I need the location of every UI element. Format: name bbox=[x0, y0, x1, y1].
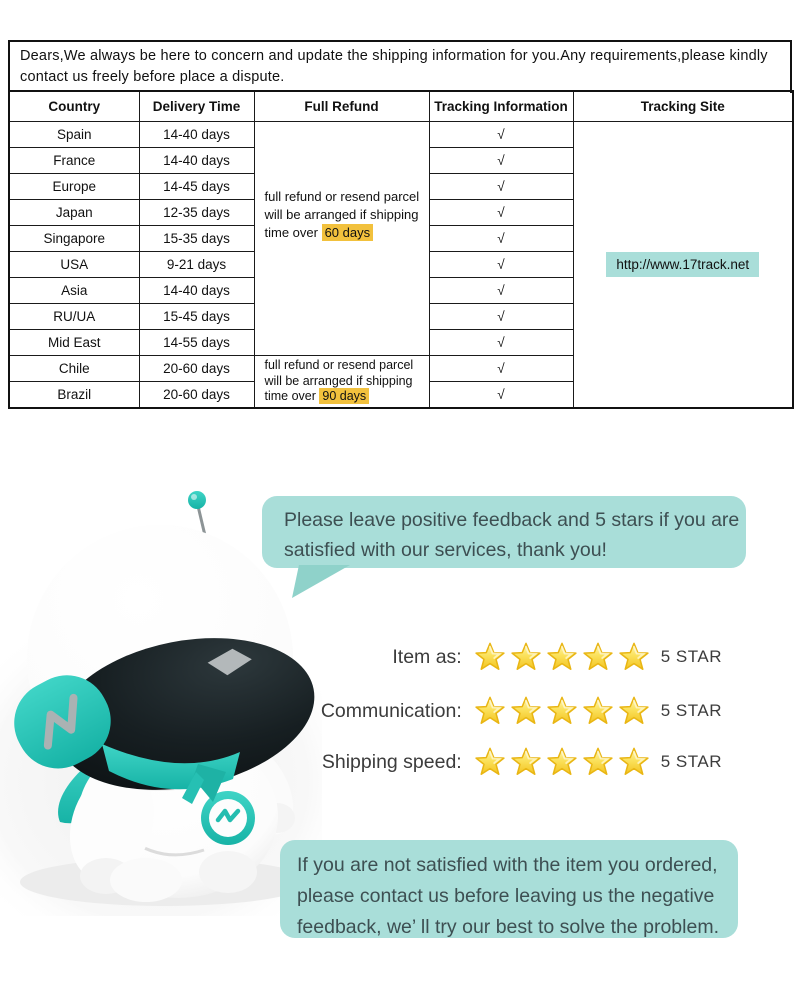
refund-days-highlight: 60 days bbox=[322, 224, 374, 241]
cell-delivery: 14-45 days bbox=[139, 174, 254, 200]
tracking-check: √ bbox=[429, 226, 573, 252]
star-rating bbox=[472, 745, 652, 779]
refund-policy-text: full refund or resend parcel will be arranged if shipping time over 60 days bbox=[264, 188, 420, 240]
cell-country: USA bbox=[9, 252, 139, 278]
bubble-line: please contact us before leaving us the negative bbox=[297, 885, 715, 907]
cell-delivery: 15-45 days bbox=[139, 304, 254, 330]
star-icon bbox=[509, 694, 543, 728]
cell-delivery: 14-40 days bbox=[139, 122, 254, 148]
tracking-site-link[interactable]: http://www.17track.net bbox=[606, 252, 759, 277]
refund-days-highlight: 90 days bbox=[319, 388, 369, 404]
tracking-check: √ bbox=[429, 304, 573, 330]
cell-tracking-site bbox=[573, 122, 793, 409]
cell-refund-policy bbox=[254, 122, 429, 356]
rating-row-shipping-speed bbox=[322, 744, 722, 780]
bubble-line: satisfied with our services, thank you! bbox=[284, 539, 607, 561]
tracking-check: √ bbox=[429, 330, 573, 356]
cell-delivery: 9-21 days bbox=[139, 252, 254, 278]
chest-badge-icon bbox=[201, 791, 255, 845]
cell-delivery: 12-35 days bbox=[139, 200, 254, 226]
cell-country: Asia bbox=[9, 278, 139, 304]
rating-label: Communication: bbox=[320, 699, 462, 722]
star-icon bbox=[545, 745, 579, 779]
cell-country: Japan bbox=[9, 200, 139, 226]
rating-suffix: 5 STAR bbox=[660, 752, 722, 771]
tracking-check: √ bbox=[429, 278, 573, 304]
rating-row-item-as bbox=[392, 639, 722, 675]
cell-country: France bbox=[9, 148, 139, 174]
shipping-table bbox=[8, 90, 794, 409]
bubble-line: Please leave positive feedback and 5 stars if you are bbox=[284, 509, 740, 531]
shipping-notice bbox=[8, 40, 792, 93]
rating-suffix: 5 STAR bbox=[660, 701, 722, 720]
star-icon bbox=[617, 745, 651, 779]
tracking-check: √ bbox=[429, 252, 573, 278]
header-full-refund: Full Refund bbox=[254, 91, 429, 122]
star-icon bbox=[581, 745, 615, 779]
bubble-line: feedback, we’ ll try our best to solve the problem. bbox=[297, 916, 719, 938]
cell-country: Mid East bbox=[9, 330, 139, 356]
star-icon bbox=[509, 745, 543, 779]
rating-row-communication bbox=[321, 693, 722, 729]
header-tracking-site: Tracking Site bbox=[573, 91, 793, 122]
tracking-check: √ bbox=[429, 148, 573, 174]
star-rating bbox=[472, 694, 652, 728]
tracking-check: √ bbox=[429, 200, 573, 226]
star-icon bbox=[473, 640, 507, 674]
star-icon bbox=[581, 640, 615, 674]
cell-country: Brazil bbox=[9, 382, 139, 409]
tracking-check: √ bbox=[429, 174, 573, 200]
refund-policy-text: full refund or resend parcel will be arranged if shipping time over 90 days bbox=[264, 358, 414, 404]
cell-delivery: 20-60 days bbox=[139, 356, 254, 382]
star-icon bbox=[581, 694, 615, 728]
tracking-check: √ bbox=[429, 122, 573, 148]
bubble-line: If you are not satisfied with the item you ordered, bbox=[297, 854, 718, 876]
cell-delivery: 14-40 days bbox=[139, 278, 254, 304]
cell-country: RU/UA bbox=[9, 304, 139, 330]
star-rating bbox=[472, 640, 652, 674]
dispute-speech-bubble bbox=[280, 840, 738, 938]
tracking-check: √ bbox=[429, 382, 573, 409]
cell-delivery: 20-60 days bbox=[139, 382, 254, 409]
rating-suffix: 5 STAR bbox=[660, 647, 722, 666]
cell-country: Europe bbox=[9, 174, 139, 200]
cell-delivery: 14-40 days bbox=[139, 148, 254, 174]
feedback-speech-bubble bbox=[262, 496, 746, 568]
rating-label: Shipping speed: bbox=[321, 750, 462, 773]
cell-refund-policy-south-america bbox=[254, 356, 429, 409]
star-icon bbox=[473, 745, 507, 779]
table-header-row bbox=[9, 91, 793, 122]
cell-delivery: 14-55 days bbox=[139, 330, 254, 356]
cell-country: Chile bbox=[9, 356, 139, 382]
right-foot bbox=[199, 851, 257, 893]
header-delivery-time: Delivery Time bbox=[139, 91, 254, 122]
star-icon bbox=[509, 640, 543, 674]
cell-delivery: 15-35 days bbox=[139, 226, 254, 252]
shipping-notice-text: Dears,We always be here to concern and update the shipping information for you.Any requirements,please kindly contact us freely before place a dispute. bbox=[20, 48, 768, 85]
table-row bbox=[9, 122, 793, 148]
rating-label: Item as: bbox=[392, 645, 462, 668]
tracking-check: √ bbox=[429, 356, 573, 382]
cell-country: Spain bbox=[9, 122, 139, 148]
star-icon bbox=[545, 640, 579, 674]
star-icon bbox=[473, 694, 507, 728]
star-icon bbox=[545, 694, 579, 728]
left-foot bbox=[110, 858, 182, 902]
cell-country: Singapore bbox=[9, 226, 139, 252]
header-tracking-information: Tracking Information bbox=[429, 91, 573, 122]
star-icon bbox=[617, 694, 651, 728]
header-country: Country bbox=[9, 91, 139, 122]
star-icon bbox=[617, 640, 651, 674]
